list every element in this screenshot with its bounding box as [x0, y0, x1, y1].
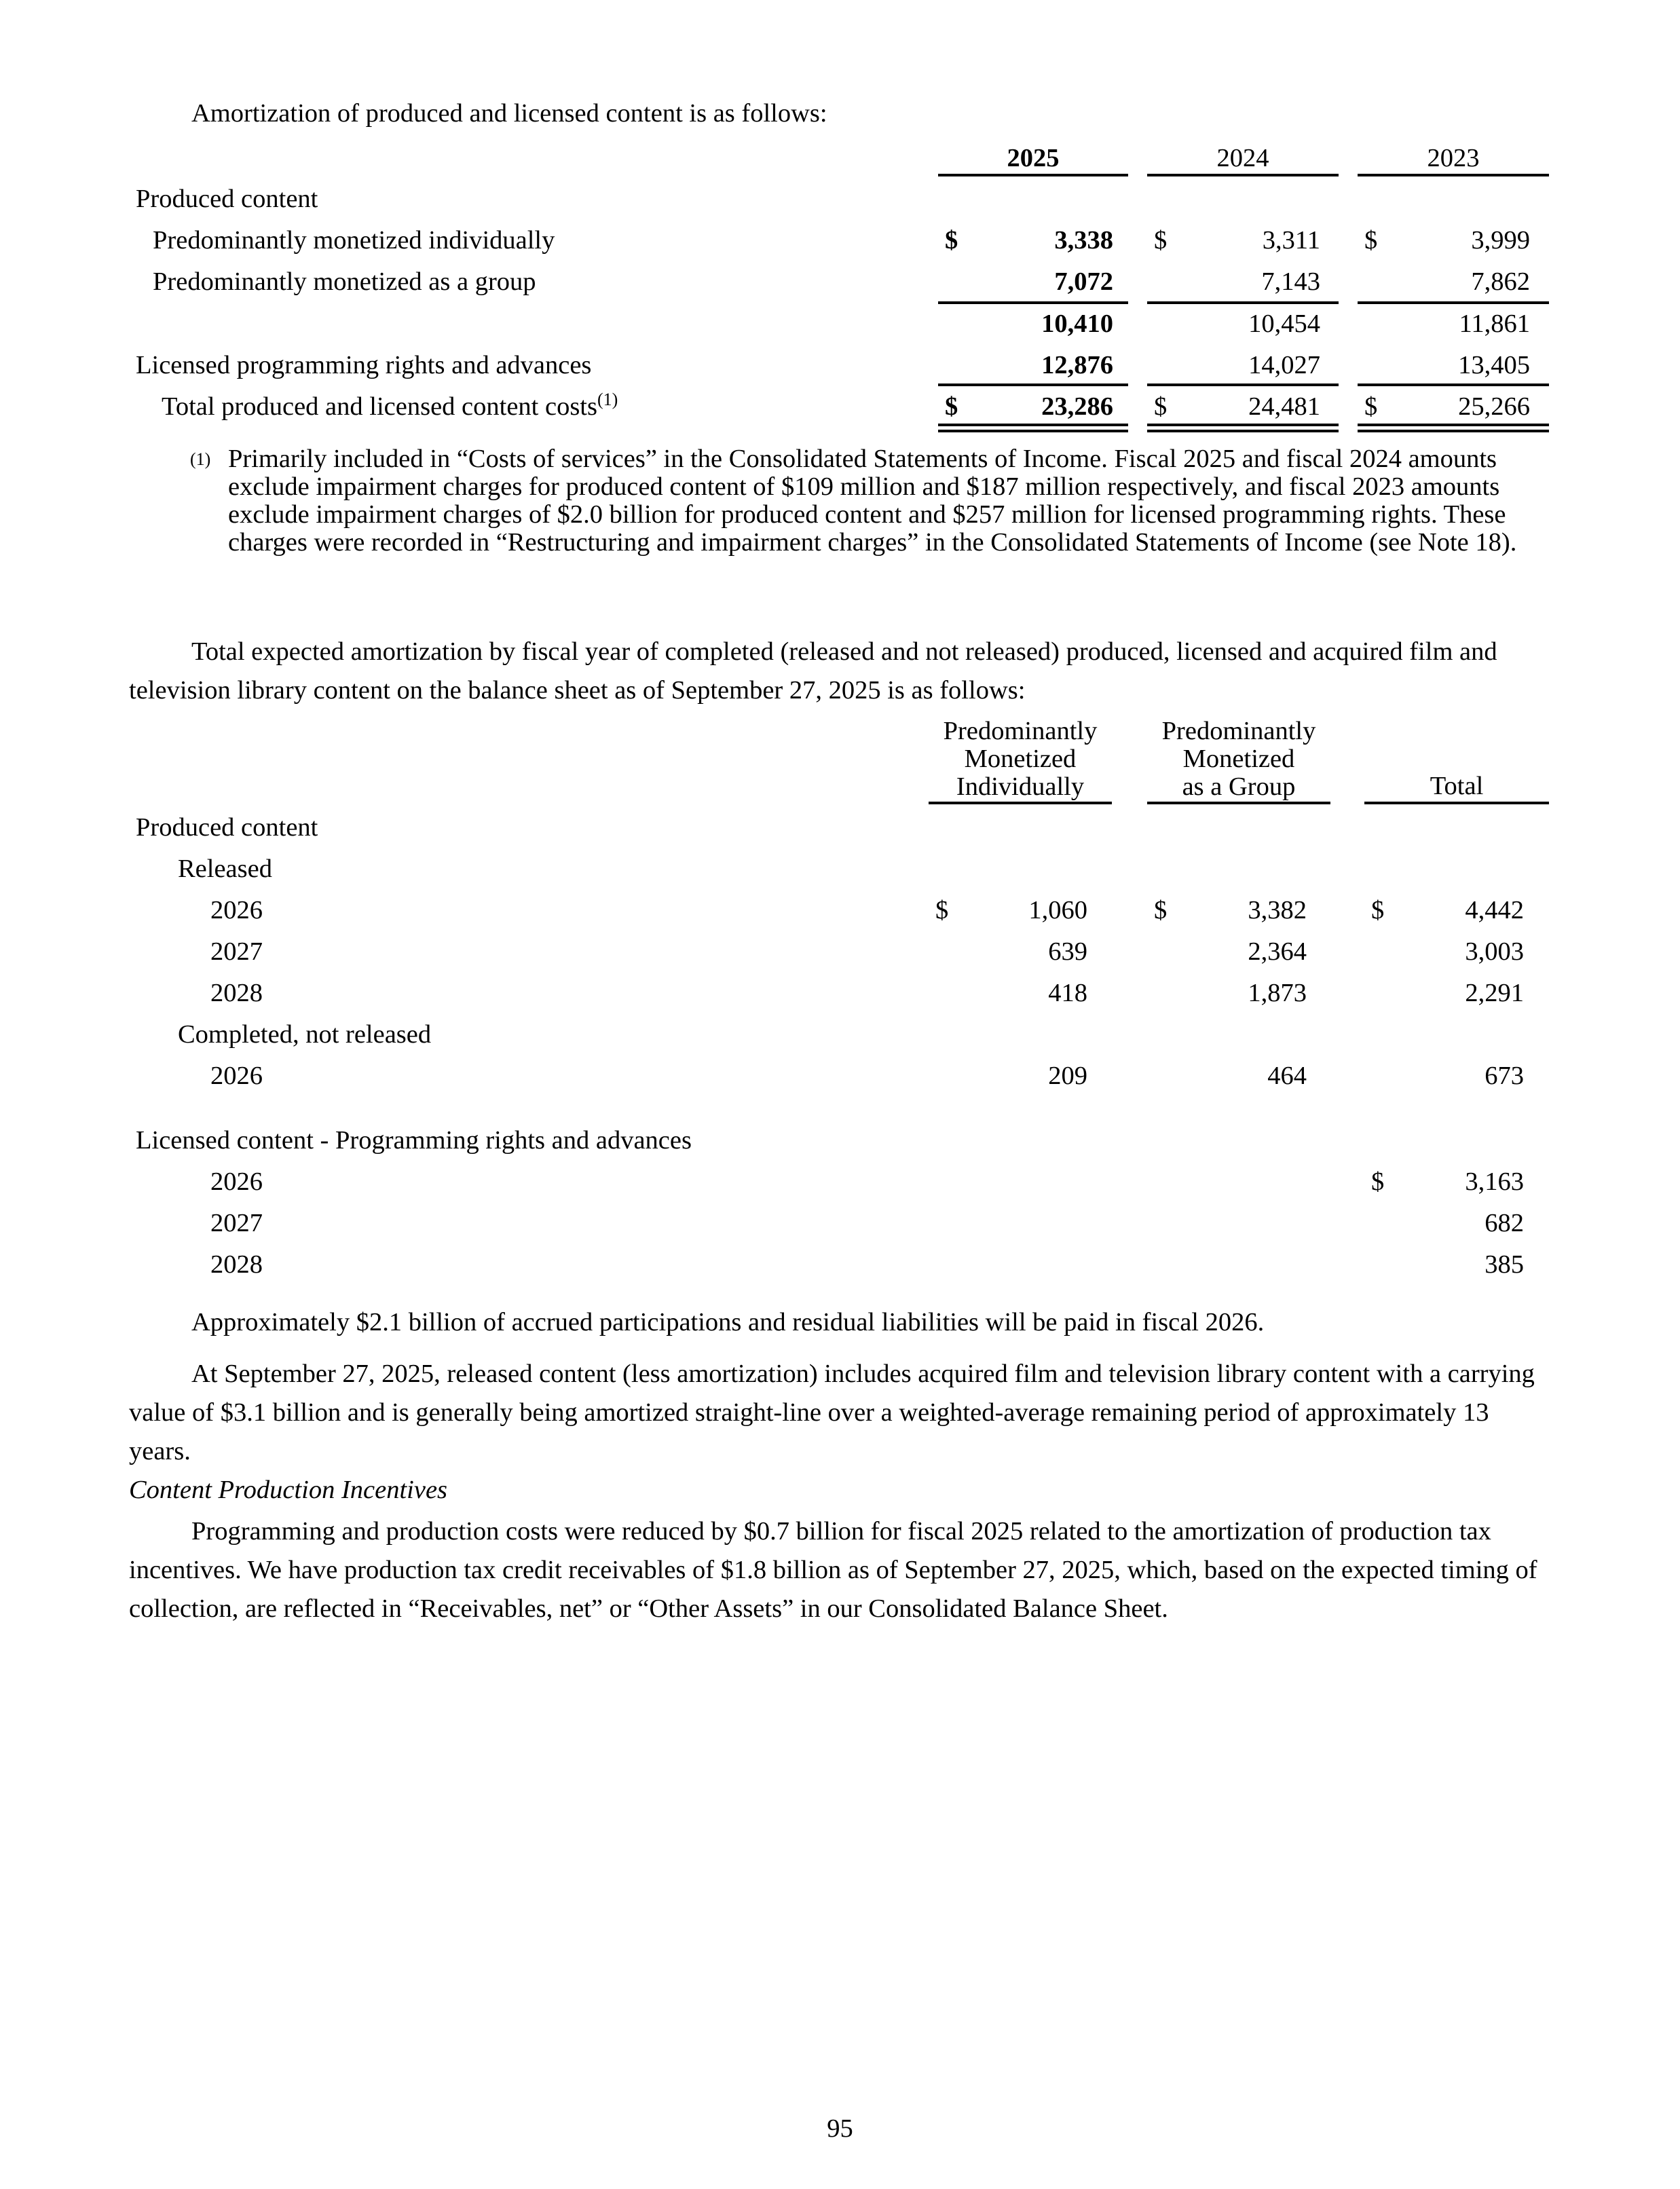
year-label: 2026 — [210, 1062, 263, 1090]
currency-symbol: $ — [1371, 1167, 1385, 1196]
year-label: 2026 — [210, 1167, 263, 1196]
header-total: Total — [1430, 772, 1484, 800]
table-cell: 464 — [1267, 1062, 1307, 1090]
header-rule — [1147, 802, 1330, 804]
table-cell: 3,163 — [1465, 1167, 1524, 1196]
total-rule — [938, 383, 1128, 386]
year-header-2024: 2024 — [1216, 144, 1269, 172]
table-cell: 7,072 — [1054, 267, 1113, 296]
row-label: Licensed programming rights and advances — [136, 351, 592, 379]
page-number: 95 — [827, 2114, 853, 2143]
table-cell: 3,003 — [1465, 937, 1524, 966]
intro-amortization: Amortization of produced and licensed content is as follows: — [191, 99, 827, 128]
currency-symbol: $ — [1154, 392, 1168, 421]
double-rule — [938, 424, 1128, 432]
table-cell: 14,027 — [1248, 351, 1320, 379]
currency-symbol: $ — [1364, 392, 1378, 421]
section-produced-content: Produced content — [136, 813, 318, 842]
currency-symbol: $ — [945, 226, 958, 255]
table-cell: 639 — [1048, 937, 1087, 966]
header-monetized-group: Predominantly Monetized as a Group — [1161, 717, 1316, 801]
year-label: 2027 — [210, 1209, 263, 1237]
year-header-2025: 2025 — [1007, 144, 1060, 172]
footnote-text: Primarily included in “Costs of services” in the Consolidated Statements of Income. Fiscal 2025 and fiscal 2024 amounts exclude impairment charges for produced content of $109 million and $187 million respectively, and fiscal 2023 amounts exclude impairment charges of $2.0 billion for produced content and $257 million for licensed programming rights. These charges were recorded in “Restructuring and impairment charges” in the Consolidated Statements of Income (see Note 18). — [228, 445, 1517, 557]
table-cell: 2,364 — [1248, 937, 1307, 966]
table-cell: 3,338 — [1054, 226, 1113, 255]
table-cell: 682 — [1485, 1209, 1524, 1237]
row-label: Predominantly monetized individually — [153, 226, 555, 255]
table-cell: 385 — [1485, 1250, 1524, 1279]
year-header-2023: 2023 — [1427, 144, 1480, 172]
table-cell: 10,410 — [1041, 310, 1113, 338]
currency-symbol: $ — [1154, 226, 1168, 255]
footnote-ref: (1) — [597, 390, 618, 409]
table-cell: 24,481 — [1248, 392, 1320, 421]
table-cell: 12,876 — [1041, 351, 1113, 379]
header-rule-2024 — [1147, 174, 1339, 176]
paragraph-released-content: At September 27, 2025, released content (less amortization) includes acquired film and television library content with a carrying value of $3.1 billion and is generally being amortized straight-line over a weighted-average remaining period of approximately 13 years. — [129, 1360, 1535, 1465]
year-label: 2027 — [210, 937, 263, 966]
table-cell: 3,382 — [1248, 896, 1307, 924]
row-label: Predominantly monetized as a group — [153, 267, 536, 296]
year-label: 2028 — [210, 1250, 263, 1279]
currency-symbol: $ — [945, 392, 958, 421]
header-rule — [929, 802, 1112, 804]
completed-not-released-label: Completed, not released — [178, 1020, 432, 1049]
year-label: 2028 — [210, 979, 263, 1007]
table-cell: 25,266 — [1458, 392, 1530, 421]
table-cell: 418 — [1048, 979, 1087, 1007]
table-cell: 673 — [1485, 1062, 1524, 1090]
total-row-label: Total produced and licensed content costs$^{(1)}$ — [162, 390, 618, 421]
subtotal-rule — [938, 301, 1128, 304]
currency-symbol: $ — [1154, 896, 1168, 924]
section-heading-incentives: Content Production Incentives — [129, 1476, 448, 1504]
double-rule — [1147, 424, 1339, 432]
table-cell: 23,286 — [1041, 392, 1113, 421]
footnote-mark: (1) — [190, 449, 211, 469]
currency-symbol: $ — [1371, 896, 1385, 924]
subtotal-rule — [1358, 301, 1549, 304]
subtotal-rule — [1147, 301, 1339, 304]
year-label: 2026 — [210, 896, 263, 924]
table-cell: 3,311 — [1262, 226, 1320, 255]
paragraph-participations: Approximately $2.1 billion of accrued participations and residual liabilities will be paid in fiscal 2026. — [191, 1308, 1265, 1336]
paragraph-incentives: Programming and production costs were reduced by $0.7 billion for fiscal 2025 related to the amortization of production tax incentives. We have production tax credit receivables of $1.8 billion as of September 27, 2025, which, based on the expected timing of collection, are reflected in “Receivables, net” or “Other Assets” in our Consolidated Balance Sheet. — [129, 1517, 1537, 1623]
table-cell: 10,454 — [1248, 310, 1320, 338]
licensed-content-label: Licensed content - Programming rights and advances — [136, 1126, 692, 1155]
currency-symbol: $ — [935, 896, 949, 924]
table-cell: 1,873 — [1248, 979, 1307, 1007]
section-produced-content: Produced content — [136, 185, 318, 213]
intro-expected-amortization: Total expected amortization by fiscal year of completed (released and not released) produced, licensed and acquired film and television library content on the balance sheet as of September 27, 2025 is as follows: — [129, 637, 1497, 705]
header-rule — [1364, 802, 1549, 804]
header-monetized-individually: Predominantly Monetized Individually — [943, 717, 1098, 801]
header-rule-2025 — [938, 174, 1128, 176]
table-cell: 1,060 — [1028, 896, 1087, 924]
table-cell: 7,862 — [1471, 267, 1530, 296]
table-cell: 13,405 — [1458, 351, 1530, 379]
table-cell: 2,291 — [1465, 979, 1524, 1007]
table-cell: 3,999 — [1471, 226, 1530, 255]
table-cell: 11,861 — [1459, 310, 1530, 338]
header-rule-2023 — [1358, 174, 1549, 176]
total-rule — [1358, 383, 1549, 386]
currency-symbol: $ — [1364, 226, 1378, 255]
table-cell: 4,442 — [1465, 896, 1524, 924]
total-rule — [1147, 383, 1339, 386]
table-cell: 7,143 — [1261, 267, 1320, 296]
double-rule — [1358, 424, 1549, 432]
released-label: Released — [178, 855, 272, 883]
table-cell: 209 — [1048, 1062, 1087, 1090]
